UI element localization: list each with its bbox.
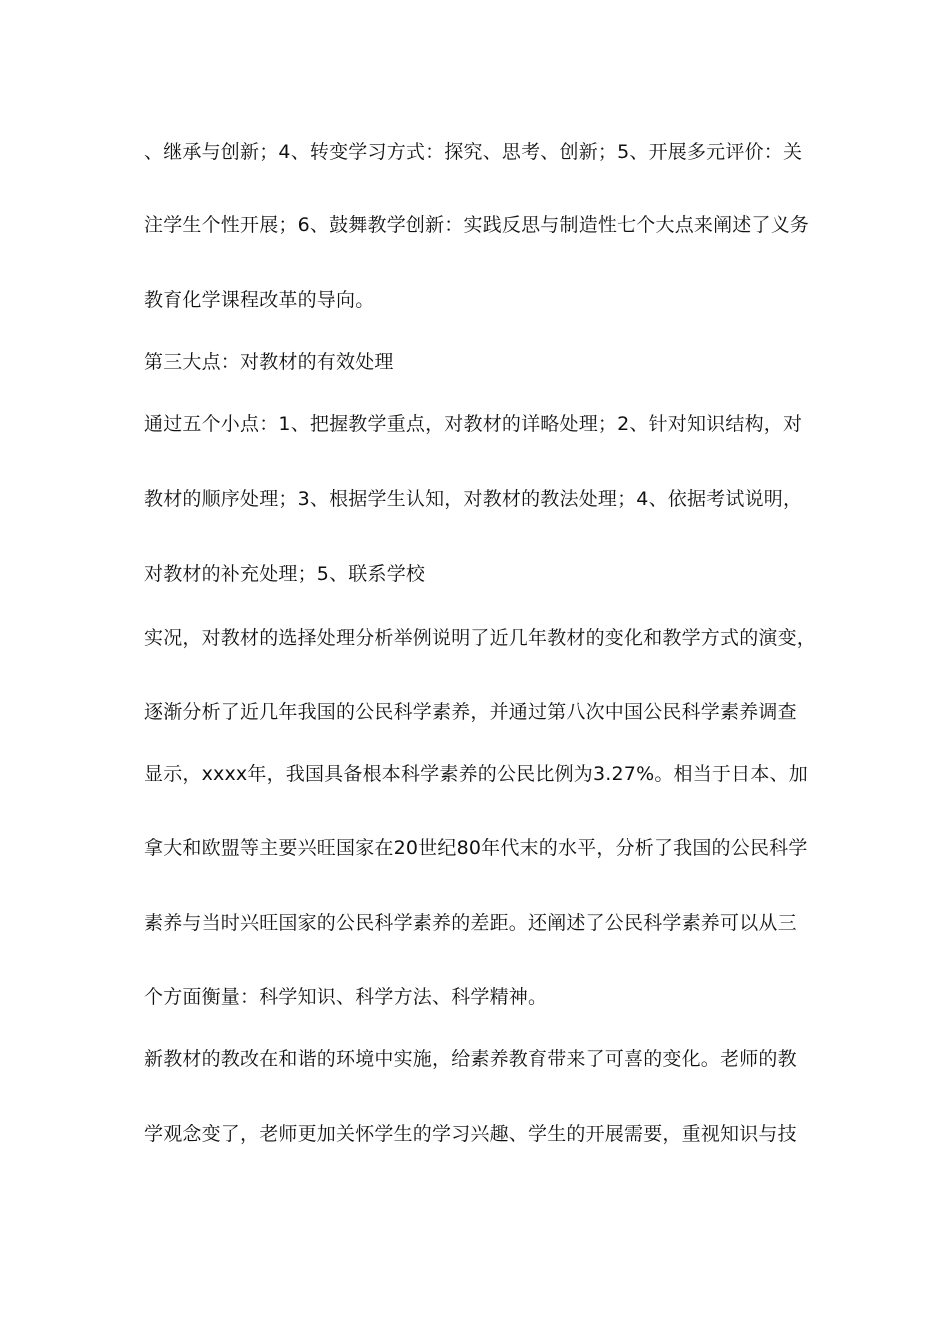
text-line: 拿大和欧盟等主要兴旺国家在20世纪80年代末的水平，分析了我国的公民科学 — [144, 837, 808, 859]
text-line: 实况，对教材的选择处理分析举例说明了近几年教材的变化和教学方式的演变， — [144, 627, 817, 649]
text-line: 素养与当时兴旺国家的公民科学素养的差距。还阐述了公民科学素养可以从三 — [144, 912, 797, 934]
section-heading: 第三大点：对教材的有效处理 — [144, 351, 394, 373]
text-line: 注学生个性开展；6、鼓舞教学创新：实践反思与制造性七个大点来阐述了义务 — [144, 214, 810, 236]
text-line: 通过五个小点：1、把握教学重点，对教材的详略处理；2、针对知识结构，对 — [144, 413, 803, 435]
text-line: 、继承与创新；4、转变学习方式：探究、思考、创新；5、开展多元评价：关 — [144, 141, 803, 163]
text-line: 对教材的补充处理；5、联系学校 — [144, 563, 426, 585]
text-line: 学观念变了，老师更加关怀学生的学习兴趣、学生的开展需要，重视知识与技 — [144, 1123, 797, 1145]
text-line: 逐渐分析了近几年我国的公民科学素养，并通过第八次中国公民科学素养调查 — [144, 701, 797, 723]
text-line: 教材的顺序处理；3、根据学生认知，对教材的教法处理；4、依据考试说明， — [144, 488, 803, 510]
text-line: 显示，xxxx年，我国具备根本科学素养的公民比例为3.27%。相当于日本、加 — [144, 763, 808, 785]
text-line: 新教材的教改在和谐的环境中实施，给素养教育带来了可喜的变化。老师的教 — [144, 1048, 797, 1070]
text-line: 个方面衡量：科学知识、科学方法、科学精神。 — [144, 986, 548, 1008]
text-line: 教育化学课程改革的导向。 — [144, 289, 375, 311]
